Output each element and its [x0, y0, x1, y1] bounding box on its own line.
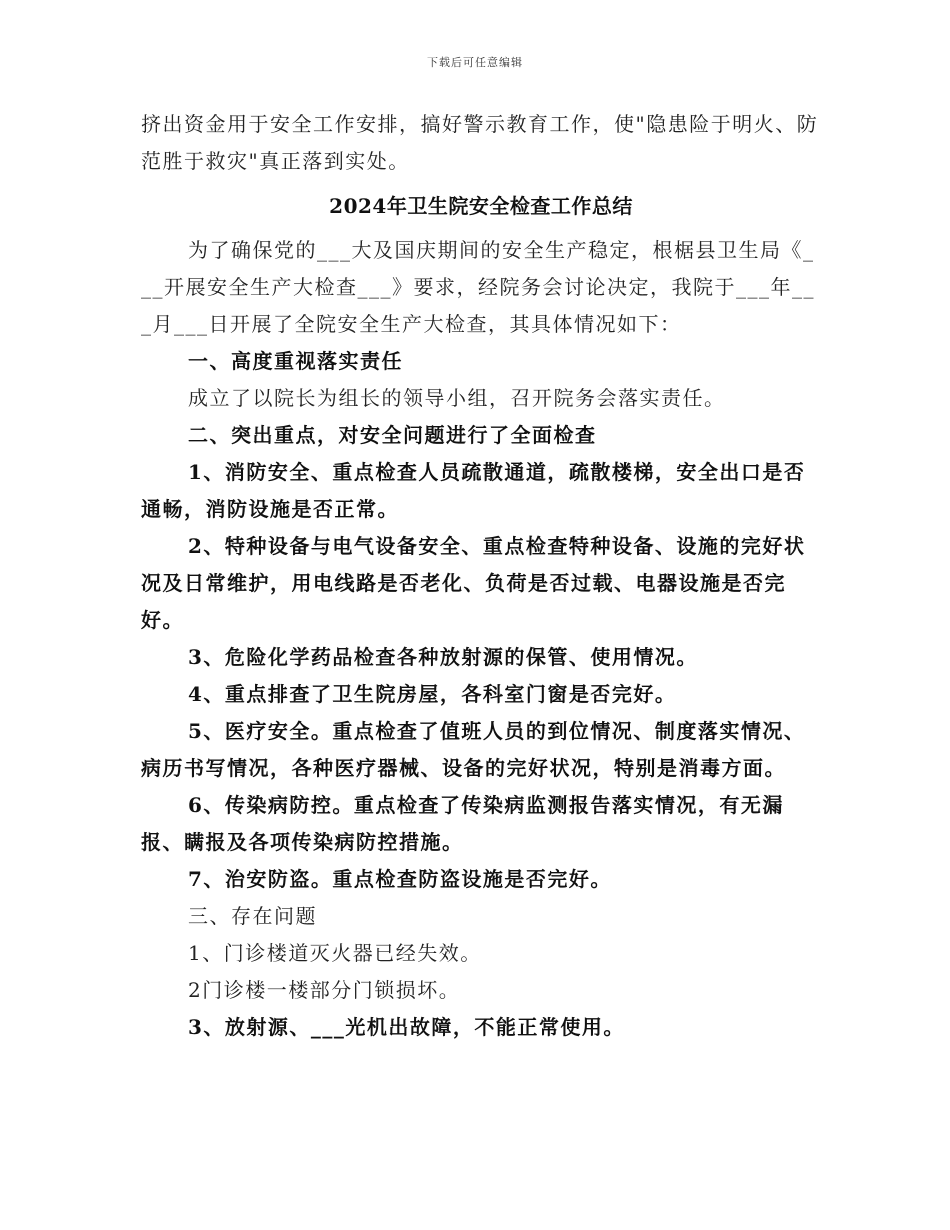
document-body	[141, 106, 821, 1046]
section2-item-3: 3、危险化学药品检查各种放射源的保管、使用情况。	[188, 645, 698, 669]
section2-heading: 二、突出重点，对安全问题进行了全面检查	[188, 423, 597, 447]
intro-continuation-paragraph: 挤出资金用于安全工作安排，搞好警示教育工作，使"隐患险于明火、防范胜于救灾"真正落到实处。	[141, 112, 819, 173]
section1-body: 成立了以院长为组长的领导小组，召开院务会落实责任。	[188, 386, 726, 410]
section2-item-7: 7、治安防盗。重点检查防盗设施是否完好。	[188, 867, 612, 891]
document-title: 2024年卫生院安全检查工作总结	[329, 194, 633, 218]
section2-item-1: 1、消防安全、重点检查人员疏散通道，疏散楼梯，安全出口是否通畅，消防设施是否正常。	[141, 460, 806, 521]
section3-item-3: 3、放射源、___光机出故障，不能正常使用。	[188, 1015, 625, 1039]
page-header: 下载后可任意编辑	[427, 56, 523, 69]
section1-heading: 一、高度重视落实责任	[188, 349, 403, 373]
section3-item-1: 1、门诊楼道灭火器已经失效。	[188, 941, 482, 965]
section2-item-6: 6、传染病防控。重点检查了传染病监测报告落实情况，有无漏报、瞒报及各项传染病防控措施。	[141, 793, 784, 854]
section2-item-2: 2、特种设备与电气设备安全、重点检查特种设备、设施的完好状况及日常维护，用电线路是否老化、负荷是否过载、电器设施是否完好。	[141, 534, 806, 632]
section2-item-4: 4、重点排查了卫生院房屋，各科室门窗是否完好。	[188, 682, 677, 706]
section3-item-2: 2门诊楼一楼部分门锁损坏。	[188, 978, 461, 1002]
section2-item-5: 5、医疗安全。重点检查了值班人员的到位情况、制度落实情况、病历书写情况，各种医疗器械、设备的完好状况，特别是消毒方面。	[141, 719, 806, 780]
section3-heading: 三、存在问题	[188, 904, 317, 928]
opening-paragraph: 为了确保党的___大及国庆期间的安全生产稳定，根椐县卫生局《___开展安全生产大检查___》要求，经院务会讨论决定，我院于___年___月___日开展了全院安全生产大检查，其具体情况如下：	[141, 238, 815, 336]
